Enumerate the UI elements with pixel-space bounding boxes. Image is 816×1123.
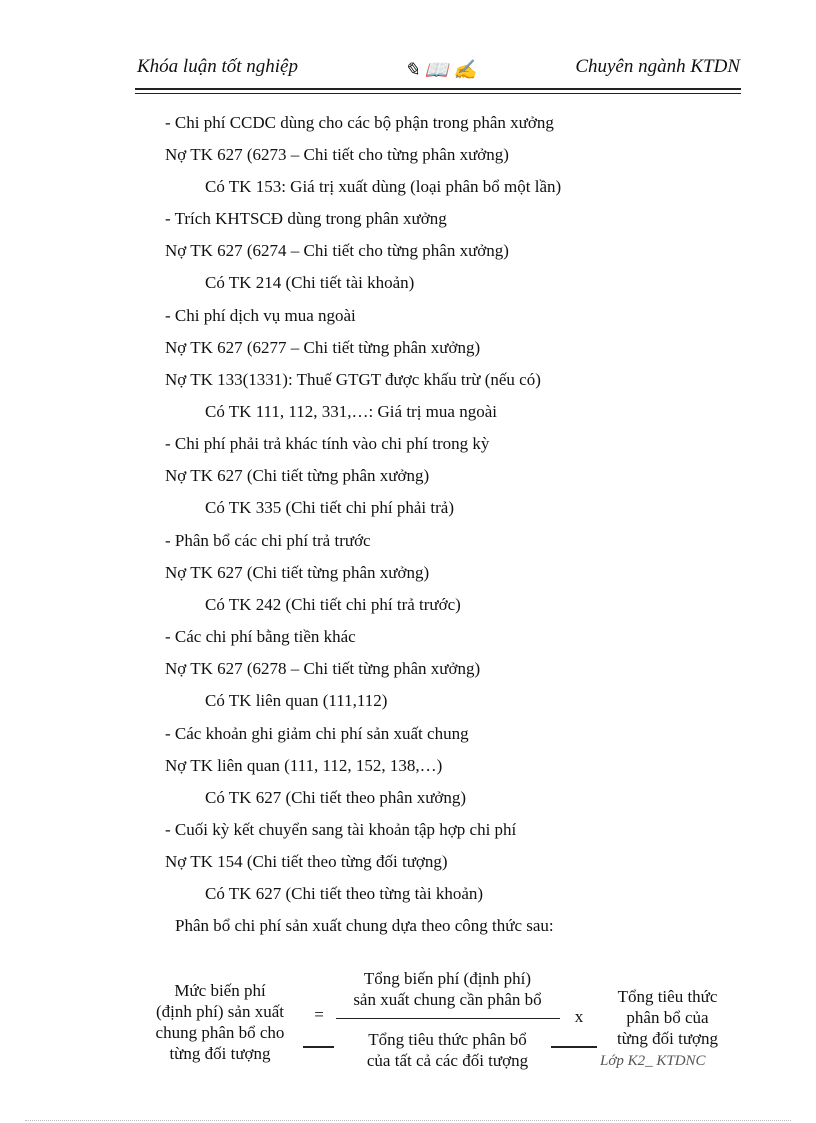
credit-line: Có TK 627 (Chi tiết theo phân xưởng) [205, 788, 467, 807]
formula-left-text: Mức biến phí [174, 981, 266, 1000]
credit-line: Có TK 153: Giá trị xuất dùng (loại phân bổ một lần) [205, 177, 562, 196]
formula-left-text: (định phí) sản xuất [156, 1002, 284, 1021]
credit-line: Có TK 242 (Chi tiết chi phí trả trước) [205, 595, 461, 614]
numerator-text: Tổng biến phí (định phí) [363, 969, 532, 988]
formula-right-side [600, 986, 735, 1049]
header-right-title: Chuyên ngành KTDN [575, 56, 740, 77]
formula-left-text: chung phân bổ cho [155, 1023, 285, 1042]
formula-right-text: từng đối tượng [616, 1029, 719, 1048]
bullet-line: - Chi phí dịch vụ mua ngoài [165, 306, 356, 325]
bullet-line: - Cuối kỳ kết chuyển sang tài khoản tập hợp chi phí [165, 820, 517, 839]
formula-denominator [340, 1029, 555, 1071]
formula-underline [551, 1046, 597, 1048]
debit-line: Nợ TK 154 (Chi tiết theo từng đối tượng) [165, 852, 448, 871]
multiply-sign: x [574, 1007, 584, 1026]
credit-line: Có TK 111, 112, 331,…: Giá trị mua ngoài [205, 402, 497, 421]
debit-line: Nợ TK 627 (6278 – Chi tiết từng phân xưởng) [165, 659, 481, 678]
bullet-line: - Chi phí phải trả khác tính vào chi phí trong kỳ [165, 434, 490, 453]
formula-numerator [335, 968, 560, 1010]
formula-right-text: Tổng tiêu thức [617, 987, 718, 1006]
credit-line: Có TK 335 (Chi tiết chi phí phải trả) [205, 498, 454, 517]
debit-line: Nợ TK liên quan (111, 112, 152, 138,…) [165, 756, 443, 775]
bullet-line: - Các khoản ghi giảm chi phí sản xuất chung [165, 724, 469, 743]
denominator-text: của tất cả các đối tượng [366, 1051, 529, 1070]
footer-class-label: Lớp K2_ KTDNC [600, 1053, 706, 1069]
formula-underline [303, 1046, 334, 1048]
bullet-line: - Các chi phí bằng tiền khác [165, 627, 356, 646]
numerator-text: sản xuất chung cần phân bổ [353, 990, 542, 1009]
bullet-line: - Trích KHTSCĐ dùng trong phân xưởng [165, 209, 447, 228]
equals-sign: = [314, 1005, 324, 1024]
formula-left-text: từng đối tượng [169, 1044, 271, 1063]
formula-left-side [140, 980, 300, 1064]
credit-line: Có TK liên quan (111,112) [205, 691, 388, 710]
bullet-line: - Phân bổ các chi phí trả trước [165, 531, 371, 550]
debit-line: Nợ TK 627 (Chi tiết từng phân xưởng) [165, 563, 430, 582]
header-rule [135, 88, 741, 90]
debit-line: Nợ TK 627 (Chi tiết từng phân xưởng) [165, 466, 430, 485]
page-bottom-divider [25, 1120, 791, 1121]
denominator-text: Tổng tiêu thức phân bổ [368, 1030, 527, 1049]
debit-line: Nợ TK 627 (6277 – Chi tiết từng phân xưởng) [165, 338, 481, 357]
credit-line: Có TK 627 (Chi tiết theo từng tài khoản) [205, 884, 484, 903]
header-ornament-icon: ✎ 📖 ✍ [404, 60, 477, 81]
credit-line: Có TK 214 (Chi tiết tài khoản) [205, 273, 415, 292]
fraction-bar [336, 1018, 560, 1019]
debit-line: Nợ TK 133(1331): Thuế GTGT được khấu trừ (nếu có) [165, 370, 541, 389]
bullet-line: - Chi phí CCDC dùng cho các bộ phận trong phân xưởng [165, 113, 554, 132]
header-left-title: Khóa luận tốt nghiệp [137, 56, 298, 77]
formula-intro: Phân bổ chi phí sản xuất chung dựa theo công thức sau: [175, 916, 554, 935]
header-rule-thin [135, 93, 741, 94]
debit-line: Nợ TK 627 (6274 – Chi tiết cho từng phân xưởng) [165, 241, 509, 260]
formula-right-text: phân bổ của [626, 1008, 709, 1027]
debit-line: Nợ TK 627 (6273 – Chi tiết cho từng phân xưởng) [165, 145, 509, 164]
